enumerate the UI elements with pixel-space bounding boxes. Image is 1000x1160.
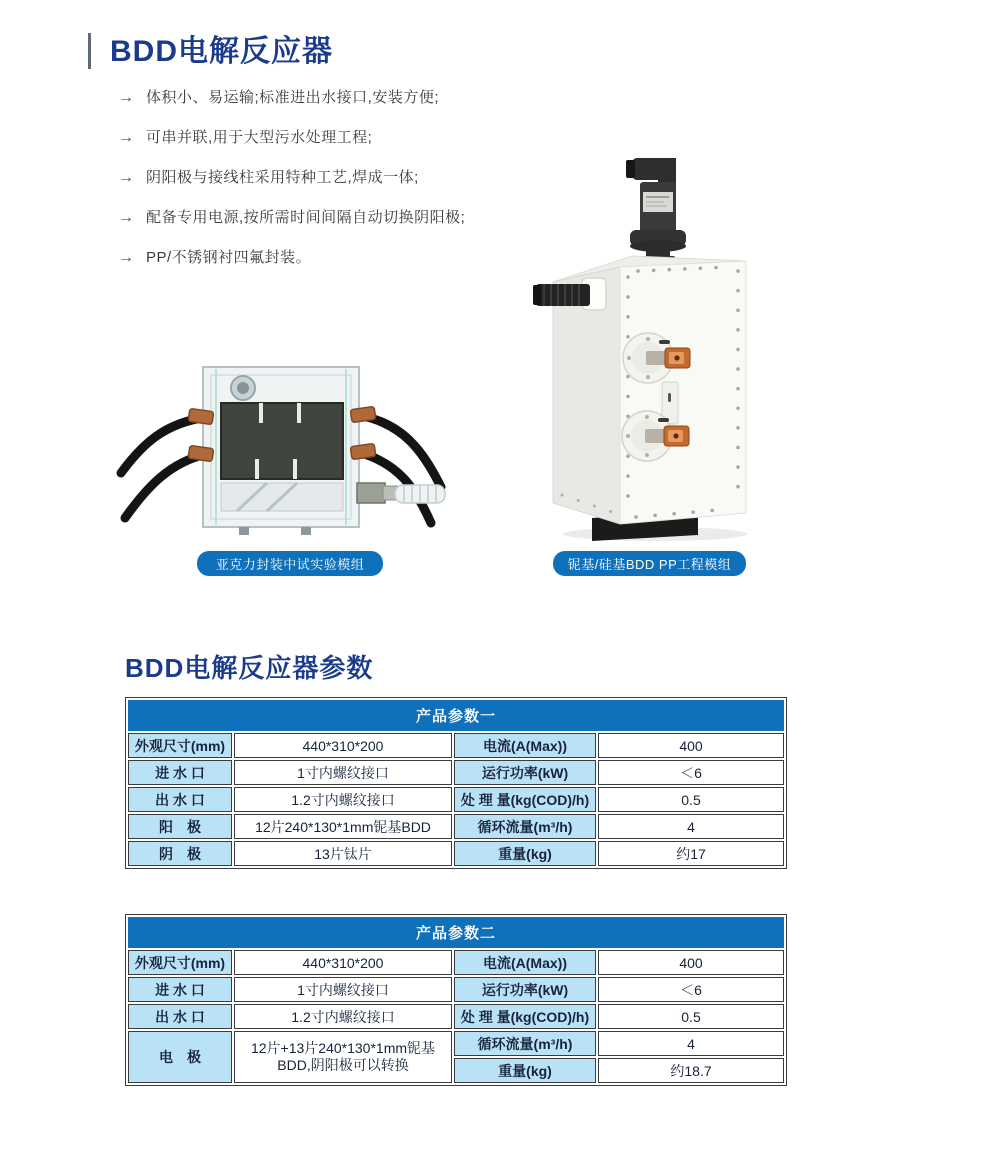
param-label-cell: 电流(A(Max)) [454, 950, 596, 975]
feature-text: 配备专用电源,按所需时间间隔自动切换阴阳极; [146, 209, 466, 226]
param-value-cell: 12片240*130*1mm铌基BDD [234, 814, 452, 839]
param-value-cell: 0.5 [598, 787, 784, 812]
param-value-cell: 4 [598, 1031, 784, 1056]
param-value-cell: 12片+13片240*130*1mm铌基BDD,阴阳极可以转换 [234, 1031, 452, 1083]
arrow-icon: → [118, 129, 134, 146]
param-value-cell: ＜6 [598, 977, 784, 1002]
left-caption-badge: 亚克力封装中试实验模组 [197, 551, 383, 576]
param-label-cell: 出 水 口 [128, 1004, 232, 1029]
param-label-cell: 外观尺寸(mm) [128, 950, 232, 975]
param-value-cell: 13片钛片 [234, 841, 452, 866]
page-title: BDD电解反应器 [110, 35, 333, 68]
feature-text: 可串并联,用于大型污水处理工程; [146, 129, 373, 146]
pp-module-photo [520, 150, 800, 548]
param-label-cell: 循环流量(m³/h) [454, 814, 596, 839]
product-table-2 [125, 914, 787, 1086]
param-value-cell: 440*310*200 [234, 950, 452, 975]
feature-text: 体积小、易运输;标准进出水接口,安装方便; [146, 89, 440, 106]
table-row [128, 977, 784, 1002]
param-value-cell: 4 [598, 814, 784, 839]
param-label-cell: 运行功率(kW) [454, 760, 596, 785]
table-row [128, 814, 784, 839]
feature-text: PP/不锈钢衬四氟封装。 [146, 249, 312, 266]
table-row [128, 1031, 784, 1056]
param-value-cell: 440*310*200 [234, 733, 452, 758]
table-row [128, 950, 784, 975]
param-label-cell: 重量(kg) [454, 1058, 596, 1083]
param-value-cell: ＜6 [598, 760, 784, 785]
param-label-cell: 处 理 量(kg(COD)/h) [454, 1004, 596, 1029]
param-value-cell: 0.5 [598, 1004, 784, 1029]
table-title: 产品参数一 [128, 700, 784, 731]
params-section-title: BDD电解反应器参数 [125, 653, 374, 683]
table-row [128, 760, 784, 785]
param-value-cell: 1.2寸内螺纹接口 [234, 787, 452, 812]
table-row [128, 733, 784, 758]
right-caption-badge: 铌基/硅基BDD PP工程模组 [553, 551, 746, 576]
arrow-icon: → [118, 209, 134, 226]
param-value-cell: 400 [598, 950, 784, 975]
param-label-cell: 出 水 口 [128, 787, 232, 812]
table-title: 产品参数二 [128, 917, 784, 948]
param-label-cell: 外观尺寸(mm) [128, 733, 232, 758]
product-table-1 [125, 697, 787, 869]
param-value-cell: 约17 [598, 841, 784, 866]
arrow-icon: → [118, 89, 134, 106]
param-label-cell: 电流(A(Max)) [454, 733, 596, 758]
feature-item [118, 88, 638, 128]
param-label-cell: 运行功率(kW) [454, 977, 596, 1002]
param-value-cell: 1寸内螺纹接口 [234, 977, 452, 1002]
title-accent-bar [88, 33, 91, 69]
table-row [128, 787, 784, 812]
arrow-icon: → [118, 249, 134, 266]
param-value-cell: 400 [598, 733, 784, 758]
param-value-cell: 约18.7 [598, 1058, 784, 1083]
param-value-cell: 1.2寸内螺纹接口 [234, 1004, 452, 1029]
param-label-cell: 阴 极 [128, 841, 232, 866]
table-row [128, 1004, 784, 1029]
table-row [128, 841, 784, 866]
param-label-cell: 处 理 量(kg(COD)/h) [454, 787, 596, 812]
feature-text: 阴阳极与接线柱采用特种工艺,焊成一体; [146, 169, 419, 186]
acrylic-module-photo [115, 355, 450, 545]
param-value-cell: 1寸内螺纹接口 [234, 760, 452, 785]
param-label-cell: 循环流量(m³/h) [454, 1031, 596, 1056]
param-label-cell: 进 水 口 [128, 977, 232, 1002]
param-label-cell: 电 极 [128, 1031, 232, 1083]
arrow-icon: → [118, 169, 134, 186]
param-label-cell: 阳 极 [128, 814, 232, 839]
param-label-cell: 重量(kg) [454, 841, 596, 866]
param-label-cell: 进 水 口 [128, 760, 232, 785]
